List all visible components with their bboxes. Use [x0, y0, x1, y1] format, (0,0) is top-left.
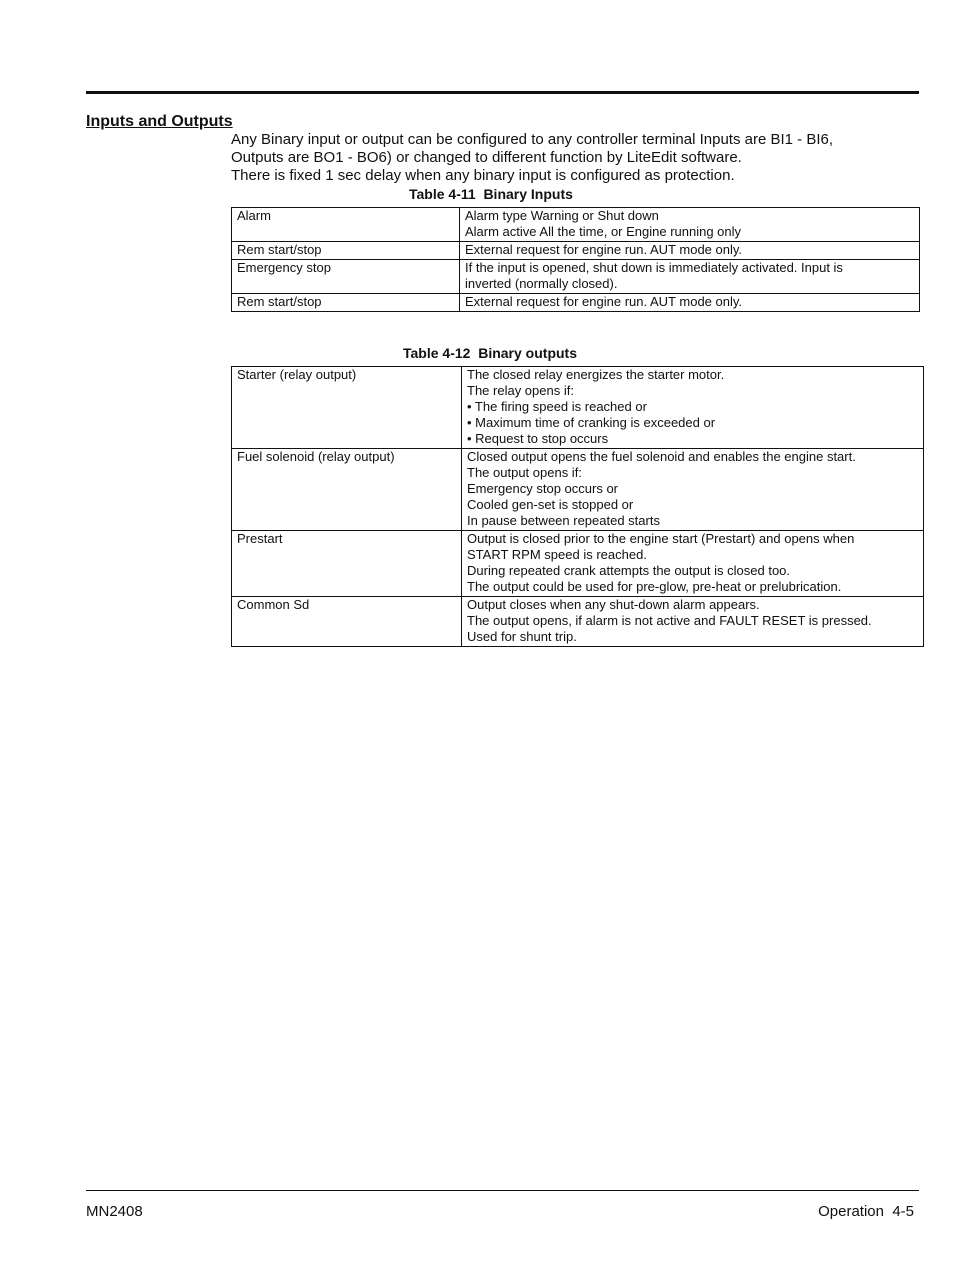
description-line: If the input is opened, shut down is immediately activated. Input is — [465, 260, 843, 275]
description-line: START RPM speed is reached. — [467, 547, 647, 562]
input-name-cell: Rem start/stop — [232, 242, 460, 260]
output-name-cell: Common Sd — [232, 597, 462, 647]
description-line: During repeated crank attempts the output is closed too. — [467, 563, 791, 578]
input-description-cell — [460, 260, 920, 294]
description-line: Emergency stop occurs or — [467, 481, 619, 496]
table-row — [232, 449, 924, 531]
input-name-cell: Alarm — [232, 208, 460, 242]
output-description-cell — [462, 531, 924, 597]
description-line: The relay opens if: — [467, 383, 574, 398]
table-row — [232, 597, 924, 647]
description-line: External request for engine run. AUT mode only. — [465, 242, 743, 257]
bottom-rule — [86, 1190, 919, 1191]
table-row — [232, 242, 920, 260]
footer-page-label: Operation 4-5 — [818, 1203, 914, 1220]
output-name-cell: Prestart — [232, 531, 462, 597]
input-name-cell: Rem start/stop — [232, 294, 460, 312]
section-heading: Inputs and Outputs — [86, 113, 233, 130]
description-line: • Maximum time of cranking is exceeded or — [467, 415, 716, 430]
output-description-cell — [462, 449, 924, 531]
table-row — [232, 208, 920, 242]
binary-inputs-table — [231, 207, 920, 312]
description-line: Closed output opens the fuel solenoid and enables the engine start. — [467, 449, 856, 464]
description-line: External request for engine run. AUT mode only. — [465, 294, 743, 309]
description-line: Output is closed prior to the engine start (Prestart) and opens when — [467, 531, 855, 546]
description-line: • Request to stop occurs — [467, 431, 609, 446]
description-line: The output opens, if alarm is not active and FAULT RESET is pressed. — [467, 613, 872, 628]
binary-inputs-caption: Table 4-11 Binary Inputs — [409, 186, 573, 202]
table-row — [232, 367, 924, 449]
description-line: • The firing speed is reached or — [467, 399, 647, 414]
output-name-cell: Starter (relay output) — [232, 367, 462, 449]
description-line: The output opens if: — [467, 465, 582, 480]
top-rule — [86, 91, 919, 94]
intro-paragraph — [231, 131, 921, 185]
input-name-cell: Emergency stop — [232, 260, 460, 294]
table-row — [232, 531, 924, 597]
description-line: The output could be used for pre-glow, pre-heat or prelubrication. — [467, 579, 842, 594]
description-line: The closed relay energizes the starter motor. — [467, 367, 725, 382]
binary-outputs-table — [231, 366, 924, 647]
output-description-cell — [462, 597, 924, 647]
description-line: Alarm active All the time, or Engine running only — [465, 224, 742, 239]
input-description-cell — [460, 242, 920, 260]
description-line: Cooled gen-set is stopped or — [467, 497, 634, 512]
description-line: inverted (normally closed). — [465, 276, 618, 291]
output-description-cell — [462, 367, 924, 449]
input-description-cell — [460, 208, 920, 242]
intro-line: There is fixed 1 sec delay when any binary input is configured as protection. — [231, 167, 735, 184]
binary-outputs-caption: Table 4-12 Binary outputs — [403, 345, 577, 361]
description-line: Alarm type Warning or Shut down — [465, 208, 659, 223]
description-line: Output closes when any shut-down alarm appears. — [467, 597, 760, 612]
table-row — [232, 260, 920, 294]
description-line: In pause between repeated starts — [467, 513, 660, 528]
description-line: Used for shunt trip. — [467, 629, 577, 644]
intro-line: Any Binary input or output can be configured to any controller terminal Inputs are BI1 - BI6, — [231, 131, 833, 148]
footer-doc-number: MN2408 — [86, 1203, 143, 1220]
input-description-cell — [460, 294, 920, 312]
intro-line: Outputs are BO1 - BO6) or changed to different function by LiteEdit software. — [231, 149, 742, 166]
table-row — [232, 294, 920, 312]
output-name-cell: Fuel solenoid (relay output) — [232, 449, 462, 531]
